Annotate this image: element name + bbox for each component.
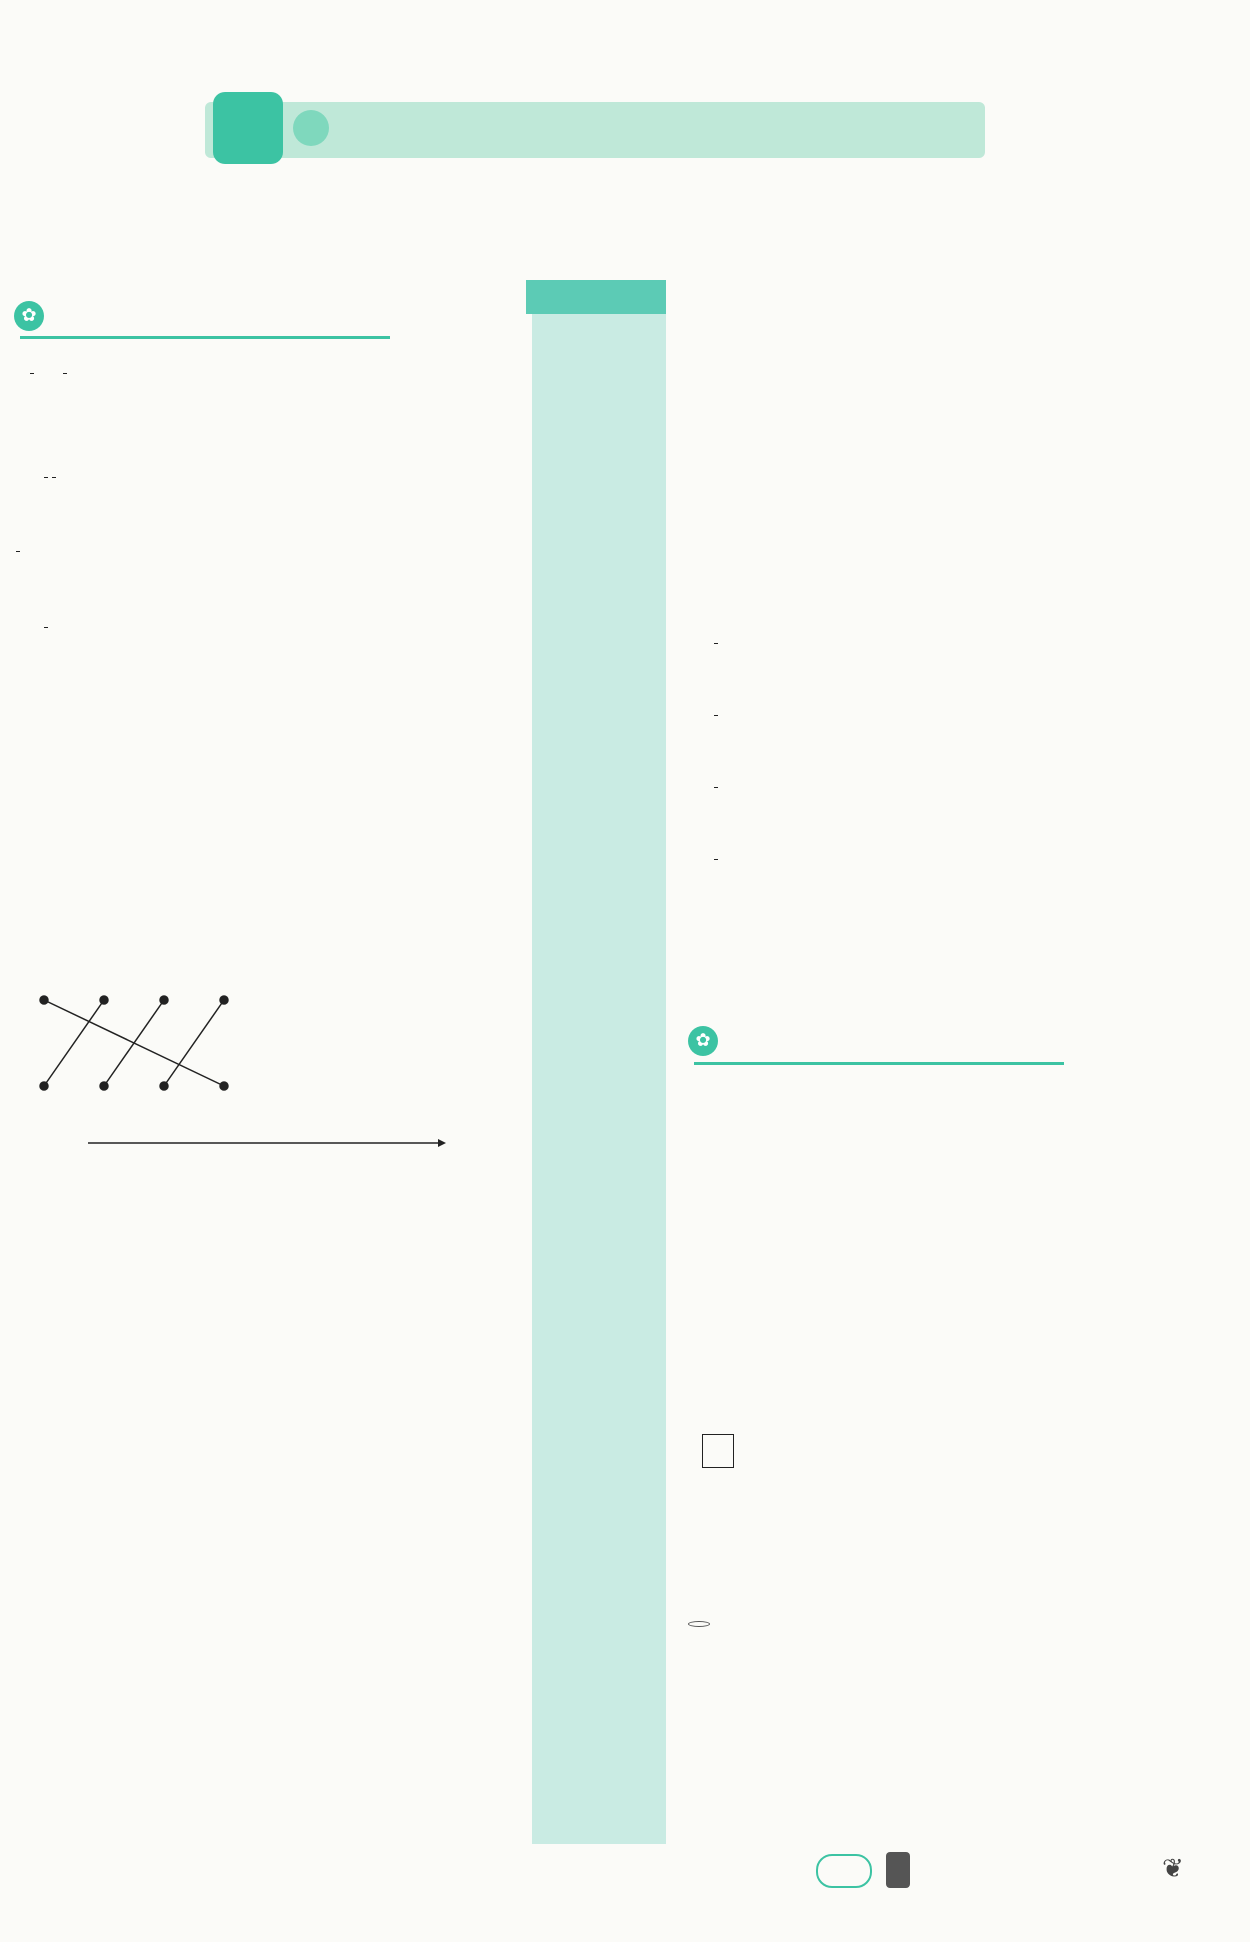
checkmark-icon bbox=[702, 1434, 734, 1468]
r-q7-analysis-2 bbox=[712, 628, 720, 658]
seedling-icon: ✿ bbox=[14, 301, 44, 331]
r-q7-analysis-3 bbox=[712, 700, 720, 730]
l1-q1-analysis-2 bbox=[42, 462, 58, 492]
l2-q5 bbox=[688, 1606, 710, 1636]
teacher-note-column bbox=[532, 284, 666, 1844]
header-banner bbox=[205, 92, 985, 172]
lesson1-underline bbox=[20, 336, 390, 339]
l2-q3 bbox=[688, 1434, 734, 1468]
l1-q4-matching-diagram bbox=[36, 994, 246, 1094]
r-q7-analysis-5 bbox=[712, 844, 720, 874]
banner-q-logo bbox=[213, 92, 283, 164]
teacher-note-label bbox=[526, 280, 666, 314]
lesson1-title bbox=[14, 300, 52, 331]
l1-q2-3 bbox=[42, 756, 64, 786]
l1-q6-tenths-figure bbox=[50, 1545, 140, 1635]
l2-q5-circled-answer bbox=[688, 1621, 710, 1627]
l2-q2c bbox=[716, 1232, 738, 1262]
maple-leaf-icon: ❦ bbox=[1162, 1854, 1184, 1884]
l1-q2-4 bbox=[42, 834, 64, 864]
r-q7-analysis-4 bbox=[712, 772, 720, 802]
page-footer bbox=[816, 1850, 1196, 1888]
page-number bbox=[816, 1854, 872, 1888]
l1-q2-1 bbox=[14, 536, 78, 566]
l1-q6-thousandths-cube bbox=[320, 1530, 432, 1638]
l1-q2-analysis-1 bbox=[42, 612, 50, 642]
l1-q1 bbox=[14, 358, 89, 388]
l1-q6-hundredths-figure bbox=[186, 1545, 276, 1635]
footer-book-label bbox=[886, 1852, 910, 1888]
lesson2-title bbox=[688, 1025, 726, 1056]
seedling-icon: ✿ bbox=[688, 1026, 718, 1056]
l1-q5-number-line bbox=[88, 1128, 448, 1158]
lesson2-underline bbox=[694, 1062, 1064, 1065]
banner-amp-logo bbox=[293, 110, 329, 146]
